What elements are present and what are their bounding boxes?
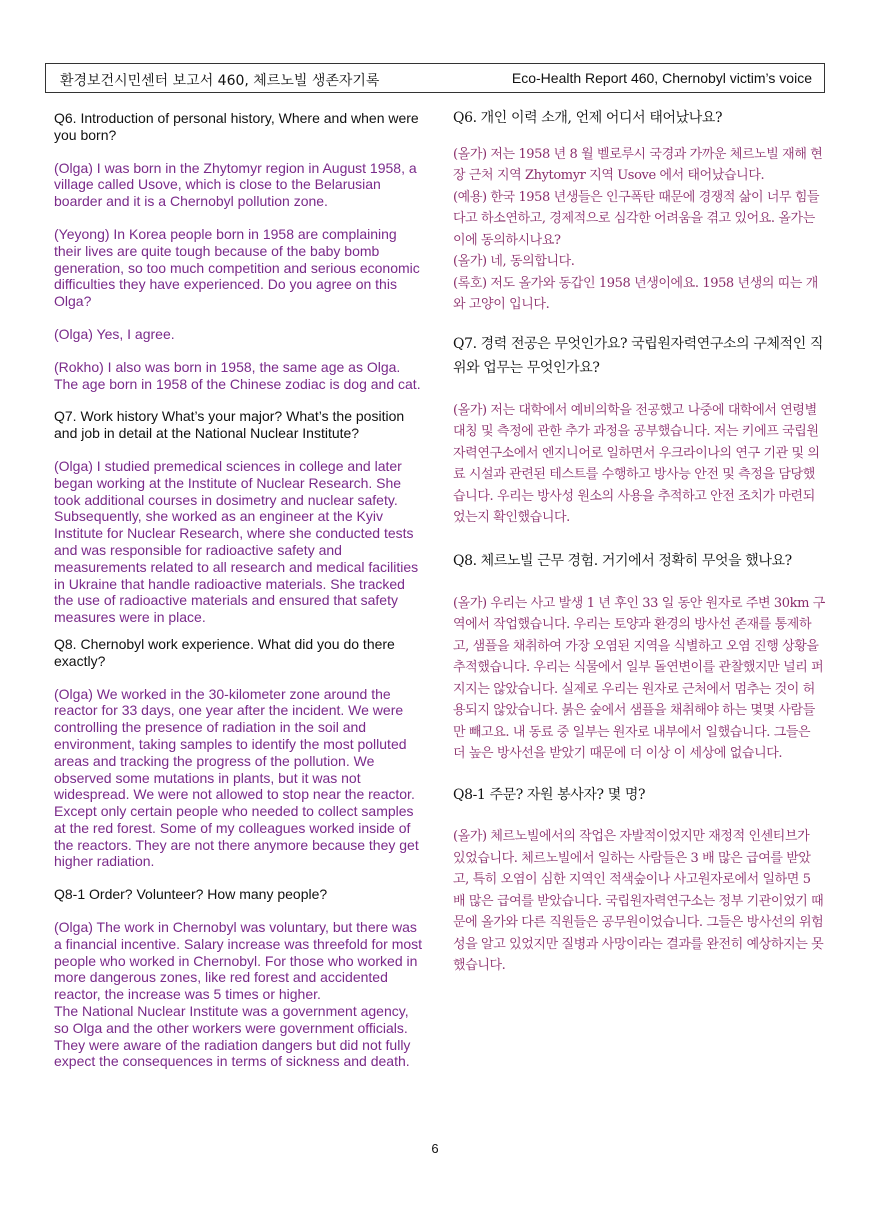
header-korean-title: 환경보건시민센터 보고서 460, 체르노빌 생존자기록 — [60, 73, 380, 89]
q6-yeyong-ko: (예용) 한국 1958 년생들은 인구폭탄 때문에 경쟁적 삶이 너무 힘들다고 하소연하고, 경제적으로 심각한 어려움을 겪고 있어요. 올가는 이에 동의하시나요? — [453, 189, 820, 248]
q8-1-question-en: Q8-1 Order? Volunteer? How many people? — [54, 886, 328, 903]
q6-question-ko: Q6. 개인 이력 소개, 언제 어디서 태어났나요? — [453, 110, 723, 126]
q6-rokho-ko: (록호) 저도 올가와 동갑인 1958 년생이에요. 1958 년생의 띠는 개와 고양이 입니다. — [453, 275, 818, 312]
q6-rokho-en: (Rokho) I also was born in 1958, the same age as Olga. The age born in 1958 of the Chinese zodiac is dog and cat. — [54, 358, 421, 392]
q6-olga-en: (Olga) I was born in the Zhytomyr region in August 1958, a village called Usove, which is close to the Belarusian boarder and it is a Chernobyl pollution zone. — [54, 159, 417, 210]
q8-1-olga-ko: (올가) 체르노빌에서의 작업은 자발적이었지만 재정적 인센티브가 있었습니다. 체르노빌에서 일하는 사람들은 3 배 많은 급여를 받았고, 특히 오염이 심한 지역인 적색숲이나 사고원자로에서 일하면 5 배 많은 급여를 받았습니다. 국립원자력연구소는 정부 기관이었기 때문에 올가와 다른 직원들은 공무원이었습니다. 그들은 방사선의 위험성을 알고 있었지만 질병과 사망이라는 결과를 완전히 예상하지는 못했습니다. — [453, 829, 824, 973]
q8-olga-en: (Olga) We worked in the 30-kilometer zone around the reactor for 33 days, one year after the incident. We were controlling the presence of radiation in the soil and environment, taking samples to identify the most polluted areas and tracking the progress of the pollution. We observed some mutations in plants, but it was not widespread. We were not allowed to stop near the reactor. Except only certain people who needed to collect samples at the red forest. Some of my colleagues worked inside of the reactors. They are not there anymore because they get higher radiation. — [54, 685, 419, 870]
q6-olga-ko: (올가) 저는 1958 년 8 월 벨로루시 국경과 가까운 체르노빌 재해 현장 근처 지역 Zhytomyr 지역 Usove 에서 태어났습니다. — [453, 146, 823, 183]
q8-1-olga-en: (Olga) The work in Chernobyl was voluntary, but there was a financial incentive. Salary increase was threefold for most people who worked in Chernobyl. For those who worked in more dangerous zones, like red forest and accidented reactor, the increase was 5 times or higher. — [54, 919, 423, 1003]
q6-yeyong-en: (Yeyong) In Korea people born in 1958 are complaining their lives are quite tough because of the baby bomb generation, so too much competition and serious economic difficulties they have experienced. Do you agree on this Olga? — [54, 225, 420, 310]
q7-olga-en: (Olga) I studied premedical sciences in college and later began working at the Institute of Nuclear Research. She took additional courses in dosimetry and nuclear safety. Subsequently, she worked as an engineer at the Kyiv Institute for Nuclear Research, where she conducted tests and was responsible for radioactive safety and measurements related to all research and medical facilities in Ukraine that handle radioactive materials. She tracked the use of radioactive materials and ensured that safety measures were in place. — [54, 457, 419, 626]
header-english-title: Eco-Health Report 460, Chernobyl victim’s voice — [511, 70, 812, 86]
q8-1-question-ko: Q8-1 주문? 자원 봉사자? 몇 명? — [453, 786, 646, 803]
q7-question-ko: Q7. 경력 전공은 무엇인가요? 국립원자력연구소의 구체적인 직위와 업무는 무엇인가요? — [453, 335, 824, 376]
q8-question-en: Q8. Chernobyl work experience. What did you do there exactly? — [54, 635, 395, 669]
page-number: 6 — [431, 1141, 439, 1156]
english-column — [54, 108, 426, 1070]
q7-olga-ko: (올가) 저는 대학에서 예비의학을 전공했고 나중에 대학에서 연령별 대칭 및 측정에 관한 추가 과정을 공부했습니다. 저는 키에프 국립원자력연구소에서 엔지니어로 일하면서 우크라이나의 연구 기관 및 의료 시설과 관련된 테스트를 수행하고 방사능 안전 및 측정을 담당했습니다. 우리는 방사성 원소의 사용을 추적하고 안전 조치가 마련되었는지 확인했습니다. — [453, 402, 820, 525]
q8-olga-ko: (올가) 우리는 사고 발생 1 년 후인 33 일 동안 원자로 주변 30km 구역에서 작업했습니다. 우리는 토양과 환경의 방사선 존재를 통제하고, 샘플을 채취하여 가장 오염된 지역을 식별하고 오염 진행 상황을 추적했습니다. 우리는 식물에서 일부 돌연변이를 관찰했지만 널리 퍼지지는 않았습니다. 실제로 우리는 원자로 근처에서 멈추는 것이 허용되지 않았습니다. 붉은 숲에서 샘플을 채취해야 하는 몇몇 사람들만 빼고요. 내 동료 중 일부는 원자로 내부에서 일했습니다. 그들은 더 높은 방사선을 받았기 때문에 더 이상 이 세상에 없습니다. — [453, 595, 825, 761]
q6-question-en: Q6. Introduction of personal history, Where and when were you born? — [54, 110, 419, 143]
q7-question-en: Q7. Work history What’s your major? What’s the position and job in detail at the National Nuclear Institute? — [54, 408, 405, 442]
q6-olga2-ko: (올가) 네, 동의합니다. — [453, 254, 575, 269]
q8-1-more-en: The National Nuclear Institute was a government agency, so Olga and the other workers were government officials. They were aware of the radiation dangers but did not fully expect the consequences in terms of sickness and death. — [54, 1003, 411, 1070]
q6-olga2-en: (Olga) Yes, I agree. — [54, 325, 175, 342]
q8-question-ko: Q8. 체르노빌 근무 경험. 거기에서 정확히 무엇을 했나요? — [453, 552, 792, 569]
korean-column — [453, 108, 825, 977]
running-header — [45, 63, 825, 93]
